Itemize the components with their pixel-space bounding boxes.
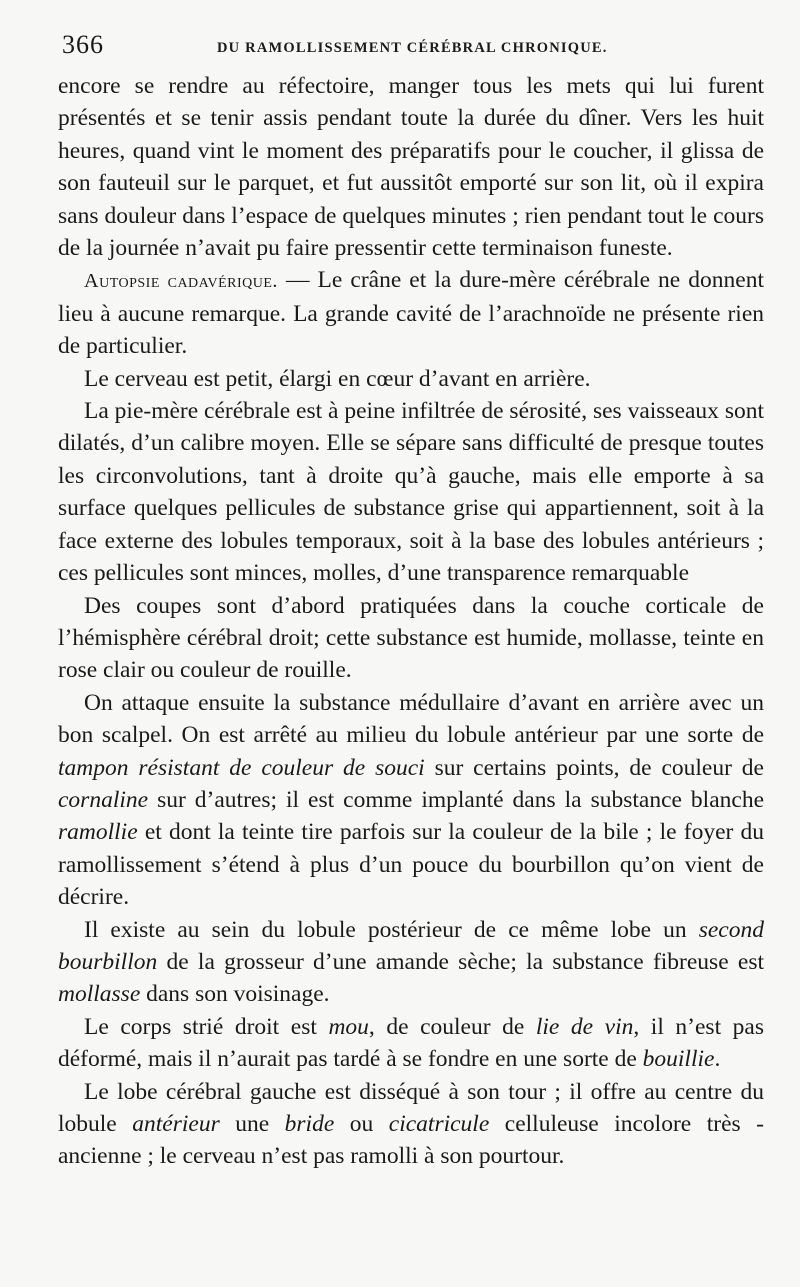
paragraph-6-italic-3: ramollie bbox=[58, 819, 138, 846]
paragraph-8-text-a: Le corps strié droit est bbox=[84, 1013, 329, 1040]
paragraph-5-text: Des coupes sont d’abord pratiquées dans la couche corticale de l’hémisphère cérébral droit; cette substance est humide, mollasse, teinte en rose clair ou couleur de rouille. bbox=[58, 592, 764, 684]
paragraph-9 bbox=[58, 1076, 764, 1173]
paragraph-8-italic-2: lie de vin bbox=[535, 1013, 634, 1040]
paragraph-4-text: La pie-mère cérébrale est à peine infiltrée de sérosité, ses vaisseaux sont dilatés, d’un calibre moyen. Elle se sépare sans difficulté de presque toutes les circonvolutions, tant à droite qu’à gauche, mais elle emporte à sa surface quelques pellicules de substance grise qui appartiennent, soit à la face externe des lobules temporaux, soit à la base des lobules antérieurs ; ces pellicules sont minces, molles, d’une transparence remarquable bbox=[58, 398, 764, 587]
page-number: 366 bbox=[62, 30, 104, 59]
paragraph-8-italic-3: bouillie bbox=[642, 1046, 715, 1073]
paragraph-6-text-b: sur certains points, de couleur de bbox=[424, 754, 764, 781]
paragraph-4 bbox=[58, 395, 764, 589]
paragraph-9-italic-1: antérieur bbox=[132, 1111, 220, 1137]
paragraph-7-italic-2: mollasse bbox=[58, 981, 141, 1008]
running-title: DU RAMOLLISSEMENT CÉRÉBRAL CHRONIQUE. bbox=[217, 40, 608, 56]
body-text bbox=[58, 70, 764, 1173]
paragraph-7 bbox=[58, 914, 764, 1011]
paragraph-7-text-c: dans son voisinage. bbox=[140, 981, 330, 1008]
page-header bbox=[62, 30, 760, 70]
paragraph-6-text-a: On attaque ensuite la substance médullaire d’avant en arrière avec un bon scalpel. On est arrêté au milieu du lobule antérieur par une sorte de bbox=[58, 689, 764, 749]
paragraph-6-text-d: et dont la teinte tire parfois sur la couleur de la bile ; le foyer du ramollissement s’étend à plus d’un pouce du bourbillon qu’on vient de décrire. bbox=[58, 819, 764, 911]
paragraph-3-text: Le cerveau est petit, élargi en cœur d’avant en arrière. bbox=[84, 365, 591, 392]
paragraph-8-italic-1: mou bbox=[328, 1013, 369, 1040]
autopsy-heading: Autopsie cadavérique. bbox=[84, 270, 278, 293]
paragraph-9-text-a: Le lobe cérébral gauche est disséqué à son tour ; il offre au centre du lobule bbox=[58, 1078, 764, 1137]
paragraph-8 bbox=[58, 1011, 764, 1076]
paragraph-1-text: encore se rendre au réfectoire, manger tous les mets qui lui furent présentés et se tenir assis pendant toute la durée du dîner. Vers les huit heures, quand vint le moment des préparatifs pour le coucher, il glissa de son fauteuil sur le parquet, et fut aussitôt emporté sur son lit, où il expira sans douleur dans l’espace de quelques minutes ; rien pendant tout le cours de la journée n’avait pu faire pressentir cette terminaison funeste. bbox=[58, 73, 764, 262]
paragraph-7-text-b: de la grosseur d’une amande sèche; la substance fibreuse est bbox=[157, 948, 764, 975]
paragraph-autopsy-text: — Le crâne et la dure-mère cérébrale ne donnent lieu à aucune remarque. La grande cavité de l’arachnoïde ne présente rien de particulier. bbox=[58, 267, 764, 360]
paragraph-6-text-c: sur d’autres; il est comme implanté dans la substance blanche bbox=[148, 786, 764, 813]
paragraph-3 bbox=[58, 363, 764, 395]
paragraph-6-italic-2: cornaline bbox=[58, 786, 149, 813]
paragraph-9-text-c: ou bbox=[334, 1111, 389, 1137]
paragraph-7-text-a: Il existe au sein du lobule postérieur de ce même lobe un bbox=[84, 916, 699, 943]
paragraph-9-text-b: une bbox=[219, 1111, 285, 1137]
paragraph-8-text-c: , il n’est pas déformé, mais il n’aurait pas tardé à se fondre en une sorte de bbox=[58, 1013, 764, 1073]
paragraph-autopsy bbox=[58, 264, 764, 362]
paragraph-9-italic-2: bride bbox=[284, 1111, 335, 1137]
paragraph-9-italic-3: cicatricule bbox=[388, 1111, 490, 1137]
paragraph-8-text-d: . bbox=[714, 1046, 721, 1073]
paragraph-5 bbox=[58, 590, 764, 687]
paragraph-6 bbox=[58, 687, 764, 914]
paragraph-1 bbox=[58, 70, 764, 264]
paragraph-9-text-d: celluleuse incolore très - ancienne ; le cerveau n’est pas ramolli à son pourtour. bbox=[58, 1111, 764, 1170]
paragraph-8-text-b: , de couleur de bbox=[368, 1013, 536, 1040]
paragraph-6-italic-1: tampon résistant de couleur de souci bbox=[58, 754, 425, 781]
paragraph-7-italic-1: second bourbillon bbox=[58, 916, 764, 975]
